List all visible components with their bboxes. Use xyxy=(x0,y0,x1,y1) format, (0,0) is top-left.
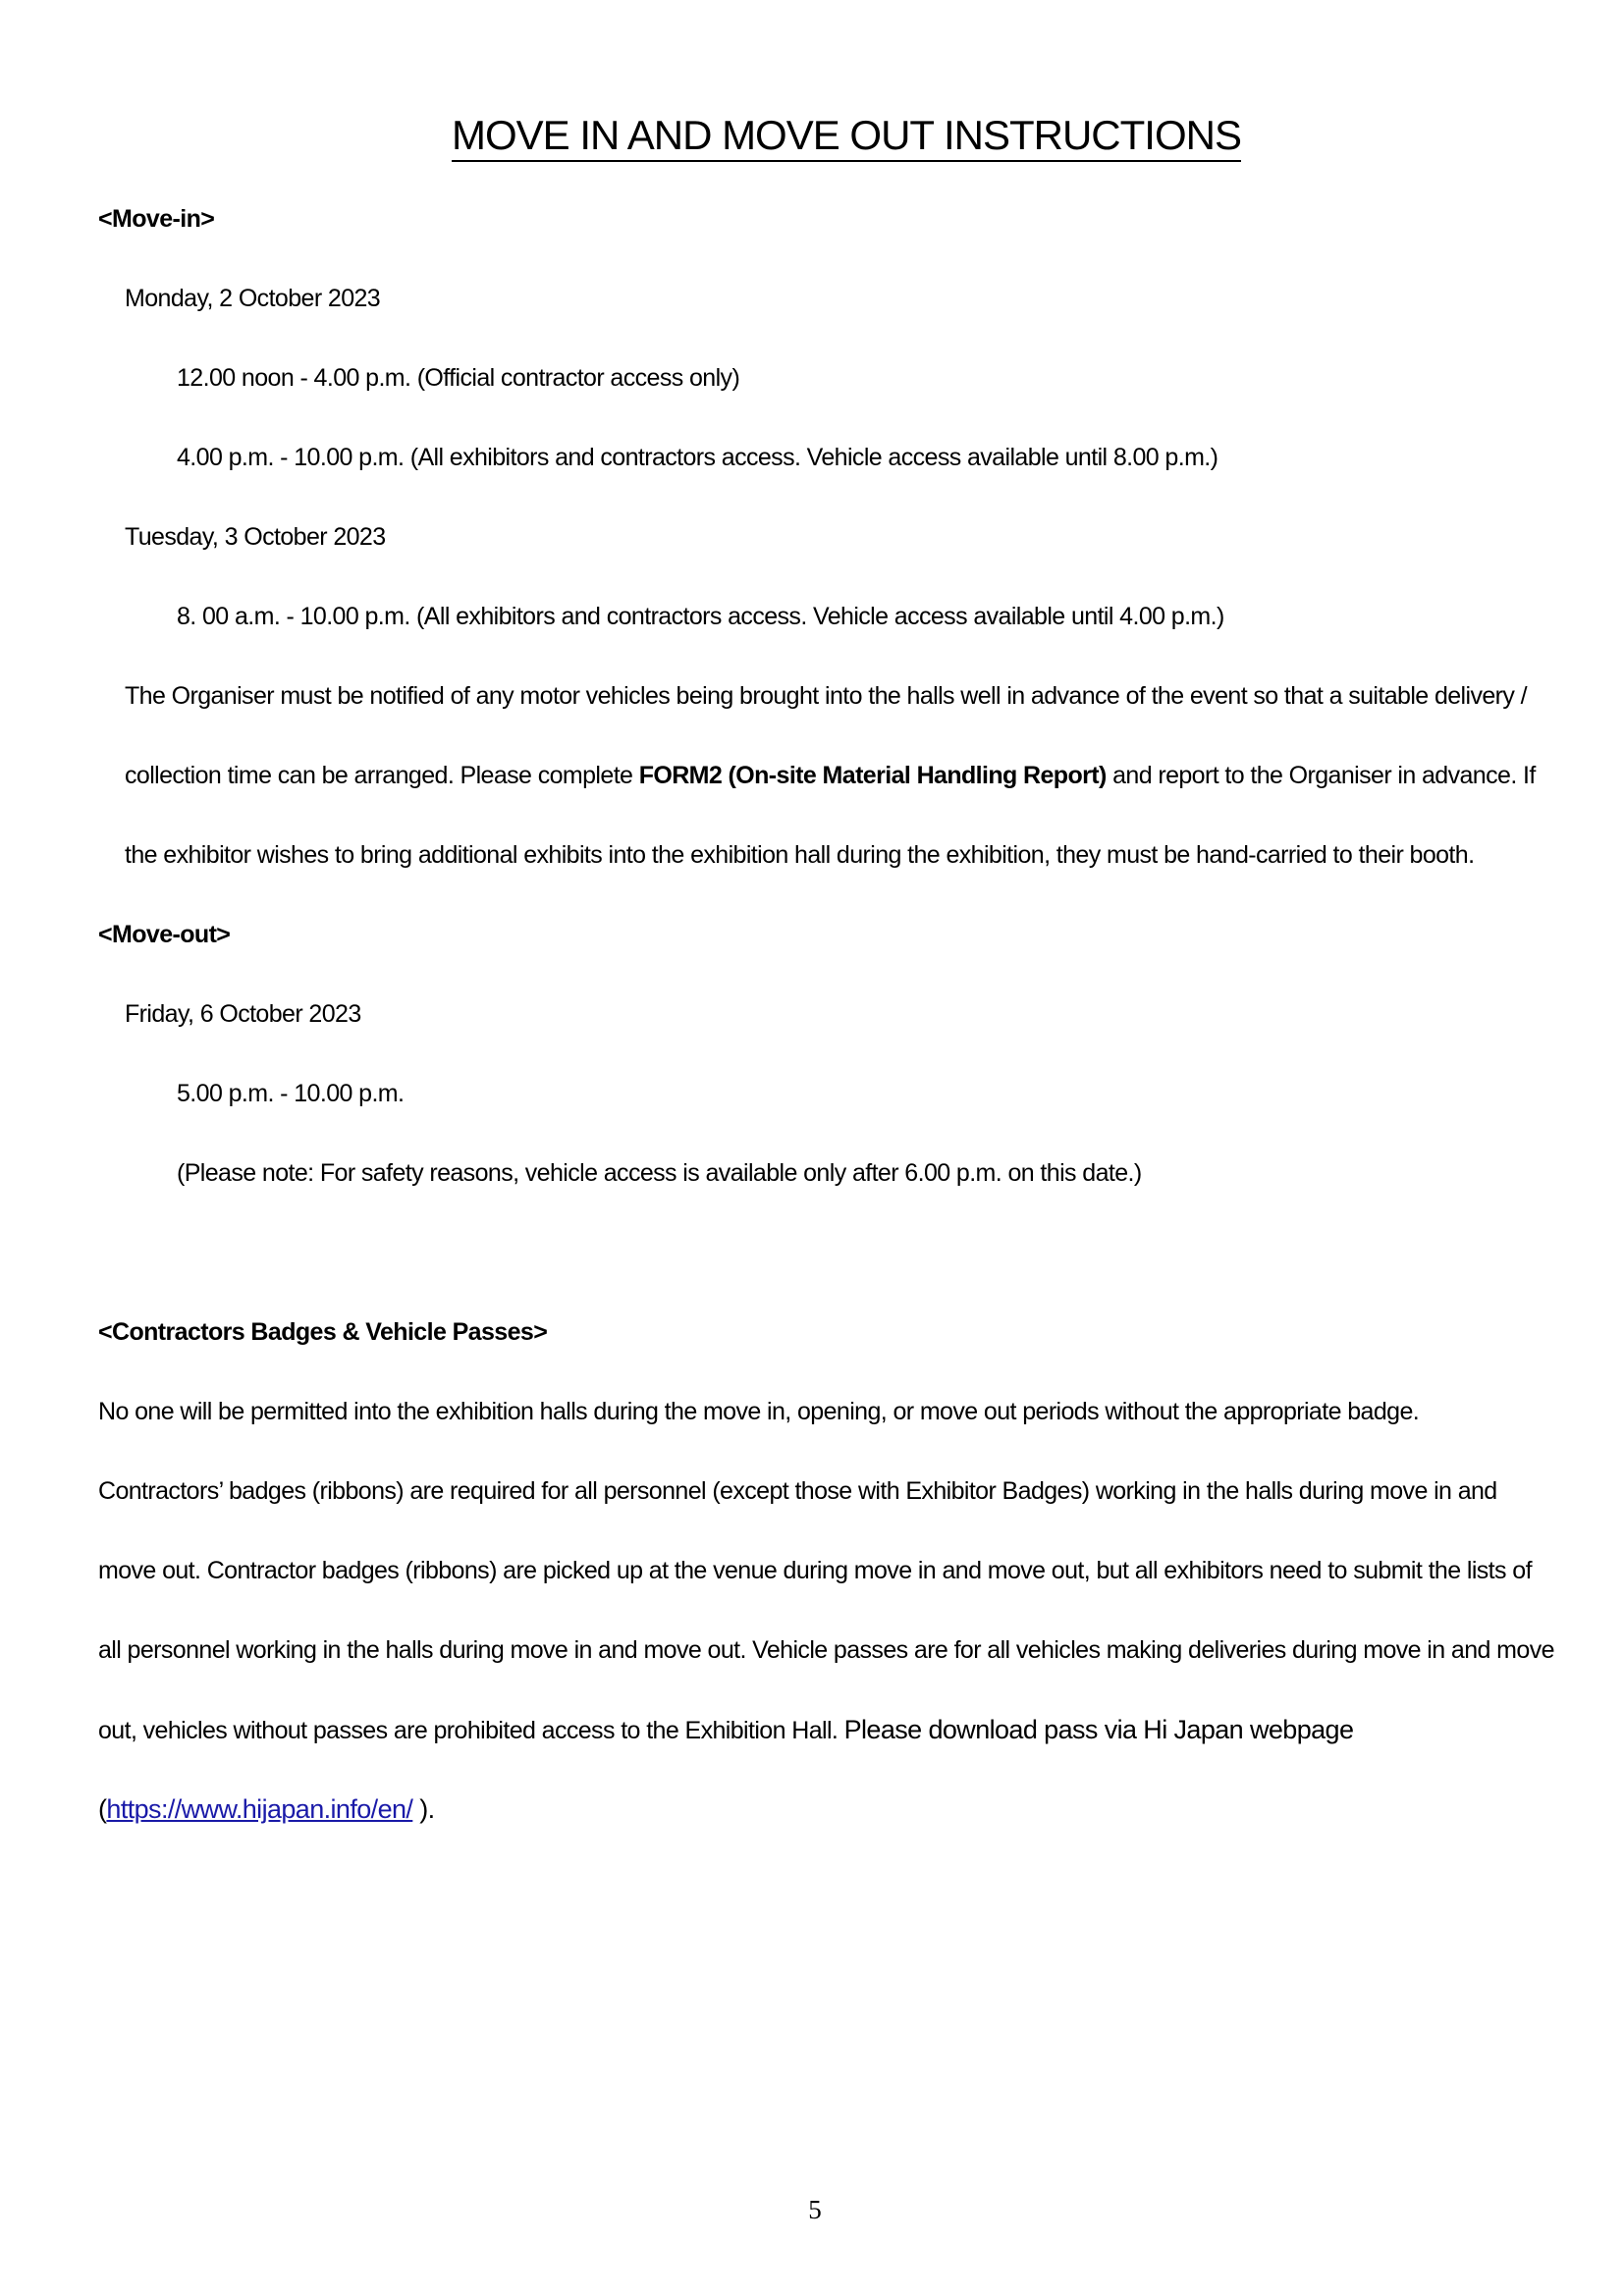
move-in-day2-slot1: 8. 00 a.m. - 10.00 p.m. (All exhibitors and contractors access. Vehicle access available until 4.00 p.m.) xyxy=(177,603,1224,630)
move-in-day1-slot1: 12.00 noon - 4.00 p.m. (Official contractor access only) xyxy=(177,364,740,392)
page-number: 5 xyxy=(808,2195,822,2224)
form2-reference: FORM2 (On-site Material Handling Report) xyxy=(638,762,1107,789)
move-out-note: (Please note: For safety reasons, vehicle access is available only after 6.00 p.m. on this date.) xyxy=(177,1159,1142,1187)
move-in-day1-date: Monday, 2 October 2023 xyxy=(125,285,381,312)
hijapan-link[interactable]: https://www.hijapan.info/en/ xyxy=(106,1794,413,1824)
move-in-notice-line1: The Organiser must be notified of any motor vehicles being brought into the halls well in advance of the event so that a suitable delivery / xyxy=(125,682,1527,710)
page-title: MOVE IN AND MOVE OUT INSTRUCTIONS xyxy=(0,110,1624,161)
move-in-heading: <Move-in> xyxy=(98,205,215,233)
move-out-heading: <Move-out> xyxy=(98,921,231,948)
badges-line3: move out. Contractor badges (ribbons) are picked up at the venue during move in and move out, but all exhibitors need to submit the lists of xyxy=(98,1557,1532,1584)
badges-line1: No one will be permitted into the exhibition halls during the move in, opening, or move out periods without the appropriate badge. xyxy=(98,1398,1420,1425)
badges-heading: <Contractors Badges & Vehicle Passes> xyxy=(98,1318,548,1346)
badges-line6: (https://www.hijapan.info/en/ ). xyxy=(98,1794,435,1824)
badges-line4: all personnel working in the halls during move in and move out. Vehicle passes are for all vehicles making deliveries during move in and move xyxy=(98,1636,1554,1664)
move-out-date: Friday, 6 October 2023 xyxy=(125,1000,361,1028)
move-out-slot1: 5.00 p.m. - 10.00 p.m. xyxy=(177,1080,405,1107)
move-in-notice-line2: collection time can be arranged. Please complete FORM2 (On-site Material Handling Report) and report to the Organiser in advance. If xyxy=(125,762,1536,789)
move-in-day1-slot2: 4.00 p.m. - 10.00 p.m. (All exhibitors and contractors access. Vehicle access available until 8.00 p.m.) xyxy=(177,444,1218,471)
move-in-notice-line3: the exhibitor wishes to bring additional exhibits into the exhibition hall during the exhibition, they must be hand-carried to their booth. xyxy=(125,841,1475,869)
badges-line5: out, vehicles without passes are prohibited access to the Exhibition Hall. Please download pass via Hi Japan webpage xyxy=(98,1715,1354,1744)
move-in-day2-date: Tuesday, 3 October 2023 xyxy=(125,523,386,551)
badges-line2: Contractors’ badges (ribbons) are required for all personnel (except those with Exhibitor Badges) working in the halls during move in and xyxy=(98,1477,1497,1505)
